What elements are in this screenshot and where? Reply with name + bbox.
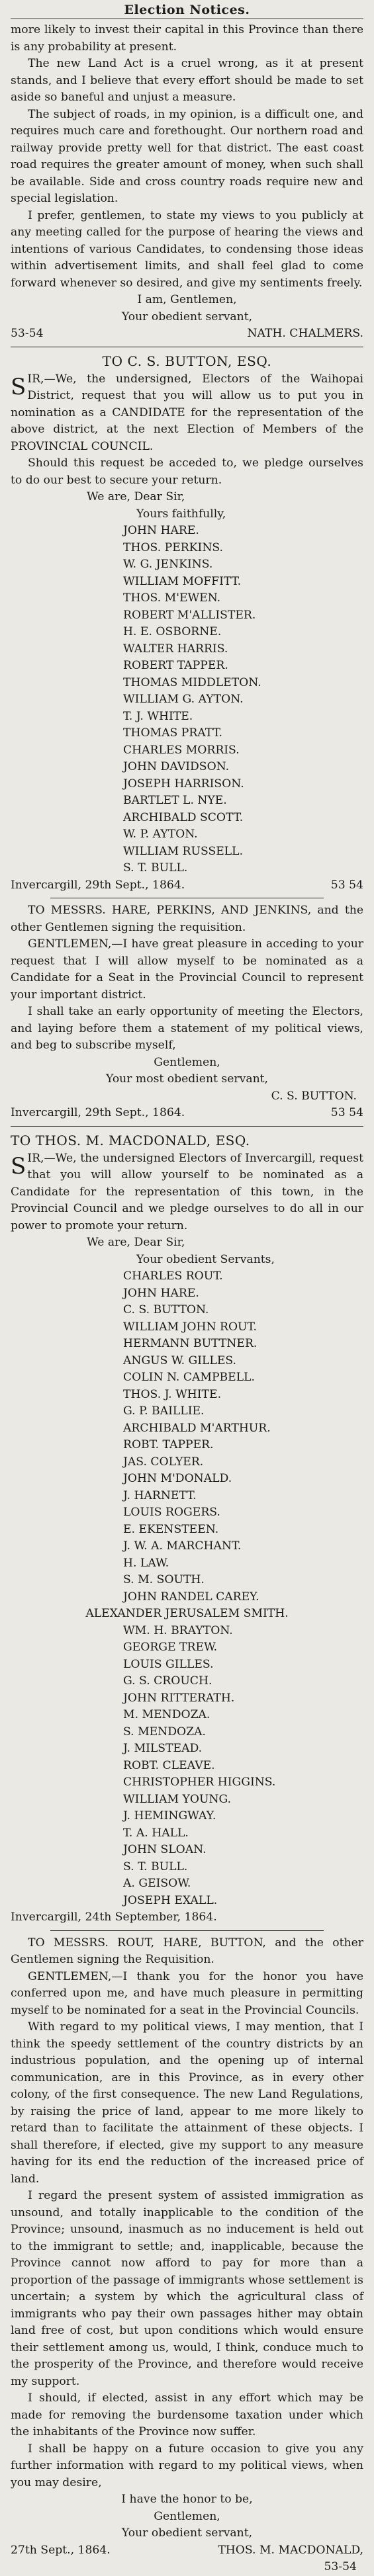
signatory-name: A. GEISOW. bbox=[123, 1877, 191, 1890]
button-requisition bbox=[11, 351, 363, 894]
requisition-body-2: Should this request be acceded to, we pledge ourselves to do our best to secure your return. bbox=[11, 456, 363, 487]
signatory-name: JOHN HARE. bbox=[123, 524, 199, 537]
notice-title: TO C. S. BUTTON, ESQ. bbox=[102, 353, 272, 369]
reply-signature: C. S. BUTTON. bbox=[271, 1089, 357, 1103]
reply-closing: Gentlemen, bbox=[154, 1055, 220, 1069]
reply-paragraph: With regard to my political views, I may mention, that I think the speedy settlement of the country districts by an industrious population, and the opening up of internal communication, are in this Province, as in every other colony, of the first consequence. The new Land Regulations, by raising the price of land, appear to me more likely to retard than to facilitate the attainment of these objects. I shall therefore, if elected, give my support to any measure having for its end the reduction of the increased price of land. bbox=[11, 2020, 363, 2186]
signatory-name: G. P. BAILLIE. bbox=[123, 1404, 205, 1418]
chalmers-paragraph: I prefer, gentlemen, to state my views to you publicly at any meeting called for the purpose of hearing the views and intentions of various Candidates, to condensing those ideas within advertisement limits, and shall feel glad to come forward whenever so desired, and give my sentiments freely. bbox=[11, 208, 363, 290]
signatory-name: W. G. JENKINS. bbox=[123, 558, 213, 571]
signatory-name: THOMAS MIDDLETON. bbox=[123, 675, 261, 689]
closing: Your obedient Servants, bbox=[136, 1252, 275, 1266]
signatory-name: H. E. OSBORNE. bbox=[123, 625, 222, 638]
notice-date: 27th Sept., 1864. bbox=[11, 2543, 111, 2557]
signatory-name: S. T. BULL. bbox=[123, 861, 188, 875]
date-row bbox=[11, 1909, 363, 1926]
signatory-name: ROBT. CLEAVE. bbox=[123, 1758, 215, 1772]
signatory-list bbox=[11, 1268, 363, 1909]
chalmers-signature: NATH. CHALMERS. bbox=[247, 327, 363, 340]
signatory-name: JOHN HARE. bbox=[123, 1286, 199, 1300]
signatory-name: ARCHIBALD M'ARTHUR. bbox=[123, 1421, 271, 1435]
reply-body-2: I shall take an early opportunity of meeting the Electors, and laying before them a statement of my political views, and beg to subscribe myself, bbox=[11, 1005, 363, 1052]
chalmers-notice bbox=[11, 22, 363, 343]
notice-ref: 53-54 bbox=[324, 2560, 357, 2573]
page-header bbox=[11, 3, 363, 19]
signatory-name: GEORGE TREW. bbox=[123, 1641, 218, 1654]
notice-title: TO THOS. M. MACDONALD, ESQ. bbox=[11, 1132, 250, 1148]
signatory-name: S. MENDOZA. bbox=[123, 1725, 206, 1739]
chalmers-paragraph: more likely to invest their capital in this Province than there is any probability at present. bbox=[11, 23, 363, 54]
chalmers-paragraph: The new Land Act is a cruel wrong, as it at present stands, and I believe that every effort should be made to set aside so baneful and unjust a measure. bbox=[11, 57, 363, 104]
closing: Yours faithfully, bbox=[136, 507, 226, 521]
salutation: We are, Dear Sir, bbox=[87, 1236, 185, 1249]
signatory-name: JAS. COLYER. bbox=[123, 1455, 204, 1469]
signatory-name: WILLIAM JOHN ROUT. bbox=[123, 1320, 257, 1334]
notice-ref: 53 54 bbox=[330, 878, 363, 892]
signatory-name: J. W. A. MARCHANT. bbox=[123, 1539, 242, 1553]
notice-date: Invercargill, 24th September, 1864. bbox=[11, 1911, 217, 1924]
reply-paragraph: GENTLEMEN,—I thank you for the honor you have conferred upon me, and have much pleasure in permitting myself to be nominated for a seat in the Provincial Councils. bbox=[11, 1969, 363, 2017]
signatory-name: WM. H. BRAYTON. bbox=[123, 1623, 233, 1637]
signatory-name: WALTER HARRIS. bbox=[123, 642, 228, 656]
signatory-name: ROBERT TAPPER. bbox=[123, 659, 228, 672]
notice-title: TO MESSRS. ROUT, HARE, BUTTON, and the other Gentlemen signing the Requisition. bbox=[11, 1936, 363, 1966]
signatory-name: E. EKENSTEEN. bbox=[123, 1522, 219, 1536]
signatory-name: THOS. M'EWEN. bbox=[123, 591, 221, 605]
signatory-name: JOHN DAVIDSON. bbox=[123, 760, 230, 773]
signatory-name: JOHN RANDEL CAREY. bbox=[123, 1590, 259, 1604]
signatory-name: JOHN M'DONALD. bbox=[123, 1472, 232, 1485]
requisition-body: IR,—We, the undersigned Electors of Invercargill, request that you will allow yourself to be nominated as a Candidate for the representation of this town, in the Provincial Council and we pledge ourselves to do all in our power to promote your return. bbox=[11, 1151, 363, 1232]
reply-body: GENTLEMEN,—I have great pleasure in acceding to your request that I will allow myself to be nominated as a Candidate for a Seat in the Provincial Council to represent your important district. bbox=[11, 937, 363, 1002]
chalmers-ref: 53-54 bbox=[11, 327, 44, 340]
chalmers-signature-row bbox=[11, 325, 363, 343]
signatory-name: J. MILSTEAD. bbox=[123, 1742, 203, 1755]
reply-paragraph: I regard the present system of assisted immigration as unsound, and totally inapplicable to the condition of the Province; unsound, inasmuch as no inducement is held out to the immigrant to settle; and, inapplicable, because the Province cannot now afford to pay for more than a proportion of the passage of immigrants whose settlement is uncertain; a system by which the agricultural class of immigrants who pay their own passages hither may obtain land free of cost, but upon conditions which would ensure their settlement among us, would, I think, conduce much to the prosperity of the Province, and therefore would receive my support. bbox=[11, 2189, 363, 2388]
signatory-name: JOHN RITTERATH. bbox=[123, 1691, 235, 1705]
signatory-name: THOMAS PRATT. bbox=[123, 726, 222, 740]
signatory-name: LOUIS GILLES. bbox=[123, 1657, 214, 1671]
signatory-name: WILLIAM RUSSELL. bbox=[123, 844, 244, 858]
drop-cap: S bbox=[11, 373, 26, 400]
drop-cap: S bbox=[11, 1152, 26, 1180]
notice-ref: 53 54 bbox=[330, 1106, 363, 1119]
signatory-name: CHRISTOPHER HIGGINS. bbox=[123, 1776, 276, 1789]
reply-closing-2: Gentlemen, bbox=[154, 2509, 220, 2523]
signatory-name: ROBT. TAPPER. bbox=[123, 1438, 214, 1451]
signatory-name: T. A. HALL. bbox=[123, 1826, 189, 1840]
signatory-name: WILLIAM YOUNG. bbox=[123, 1792, 232, 1806]
signatory-name: WILLIAM G. AYTON. bbox=[123, 693, 244, 706]
reply-paragraph: I should, if elected, assist in any effort which may be made for removing the burdensome taxation under which the inhabitants of the Province now suffer. bbox=[11, 2391, 363, 2438]
requisition-body: IR,—We, the undersigned, Electors of the Waihopai District, request that you will allow us to put you in nomination as a CANDIDATE for the representation of the above district, at the next Election of Members of the PROVINCIAL COUNCIL. bbox=[11, 372, 363, 453]
divider bbox=[50, 1930, 324, 1931]
signatory-name: ALEXANDER JERUSALEM SMITH. bbox=[85, 1607, 289, 1620]
date-row bbox=[11, 1105, 363, 1122]
signatory-name: C. S. BUTTON. bbox=[123, 1303, 209, 1316]
macdonald-reply bbox=[11, 1935, 363, 2576]
reply-closing-3: Your obedient servant, bbox=[121, 2526, 253, 2540]
notice-date: Invercargill, 29th Sept., 1864. bbox=[11, 878, 185, 892]
signatory-name: W. P. AYTON. bbox=[123, 828, 198, 841]
chalmers-paragraph: The subject of roads, in my opinion, is a difficult one, and requires much care and forethought. Our northern road and railway provide pretty well for that district. The east coast road requires the greater amount of money, when such shall be available. Side and cross country roads require new and special legislation. bbox=[11, 107, 363, 205]
chalmers-closing-2: Your obedient servant, bbox=[121, 310, 253, 323]
signatory-name: G. S. CROUCH. bbox=[123, 1674, 212, 1688]
signature-row bbox=[11, 2542, 363, 2559]
signatory-name: THOS. PERKINS. bbox=[123, 540, 223, 554]
signatory-name: T. J. WHITE. bbox=[123, 709, 193, 723]
signatory-name: J. HEMINGWAY. bbox=[123, 1809, 216, 1823]
salutation: We are, Dear Sir, bbox=[87, 490, 185, 503]
signatory-name: BARTLET L. NYE. bbox=[123, 794, 227, 807]
signatory-name: LOUIS ROGERS. bbox=[123, 1506, 220, 1519]
reply-closing: I have the honor to be, bbox=[121, 2493, 253, 2506]
signatory-name: JOSEPH HARRISON. bbox=[123, 777, 244, 791]
signatory-name: ARCHIBALD SCOTT. bbox=[123, 810, 244, 824]
signatory-name: H. LAW. bbox=[123, 1556, 169, 1570]
chalmers-closing: I am, Gentlemen, bbox=[137, 293, 237, 306]
date-row bbox=[11, 877, 363, 894]
notice-title: TO MESSRS. HARE, PERKINS, AND JENKINS, and the other Gentlemen signing the requisition. bbox=[11, 904, 363, 934]
signatory-name: COLIN N. CAMPBELL. bbox=[123, 1371, 256, 1384]
signatory-name: JOHN SLOAN. bbox=[123, 1843, 207, 1856]
macdonald-requisition bbox=[11, 1131, 363, 1926]
reply-closing-2: Your most obedient servant, bbox=[105, 1072, 269, 1086]
signatory-name: HERMANN BUTTNER. bbox=[123, 1337, 257, 1350]
signatory-name: ROBERT M'ALLISTER. bbox=[123, 608, 256, 622]
page-title: Election Notices. bbox=[124, 3, 250, 17]
signatory-list bbox=[11, 523, 363, 877]
signatory-name: THOS. J. WHITE. bbox=[123, 1387, 222, 1401]
signatory-name: WILLIAM MOFFITT. bbox=[123, 574, 242, 588]
signatory-name: S. T. BULL. bbox=[123, 1860, 188, 1873]
button-reply bbox=[11, 902, 363, 1122]
reply-paragraph: I shall be happy on a future occasion to give you any further information with regard to my political views, when you may desire, bbox=[11, 2442, 363, 2489]
reply-signature: THOS. M. MACDONALD, bbox=[218, 2543, 363, 2557]
signatory-name: CHARLES ROUT. bbox=[123, 1269, 223, 1283]
signatory-name: CHARLES MORRIS. bbox=[123, 743, 240, 757]
signatory-name: ANGUS W. GILLES. bbox=[123, 1353, 237, 1367]
signatory-name: J. HARNETT. bbox=[123, 1488, 197, 1502]
signatory-name: JOSEPH EXALL. bbox=[123, 1893, 218, 1907]
signatory-name: M. MENDOZA. bbox=[123, 1708, 210, 1721]
notice-date: Invercargill, 29th Sept., 1864. bbox=[11, 1106, 185, 1119]
section-rule bbox=[11, 1126, 363, 1127]
signatory-name: S. M. SOUTH. bbox=[123, 1573, 205, 1586]
